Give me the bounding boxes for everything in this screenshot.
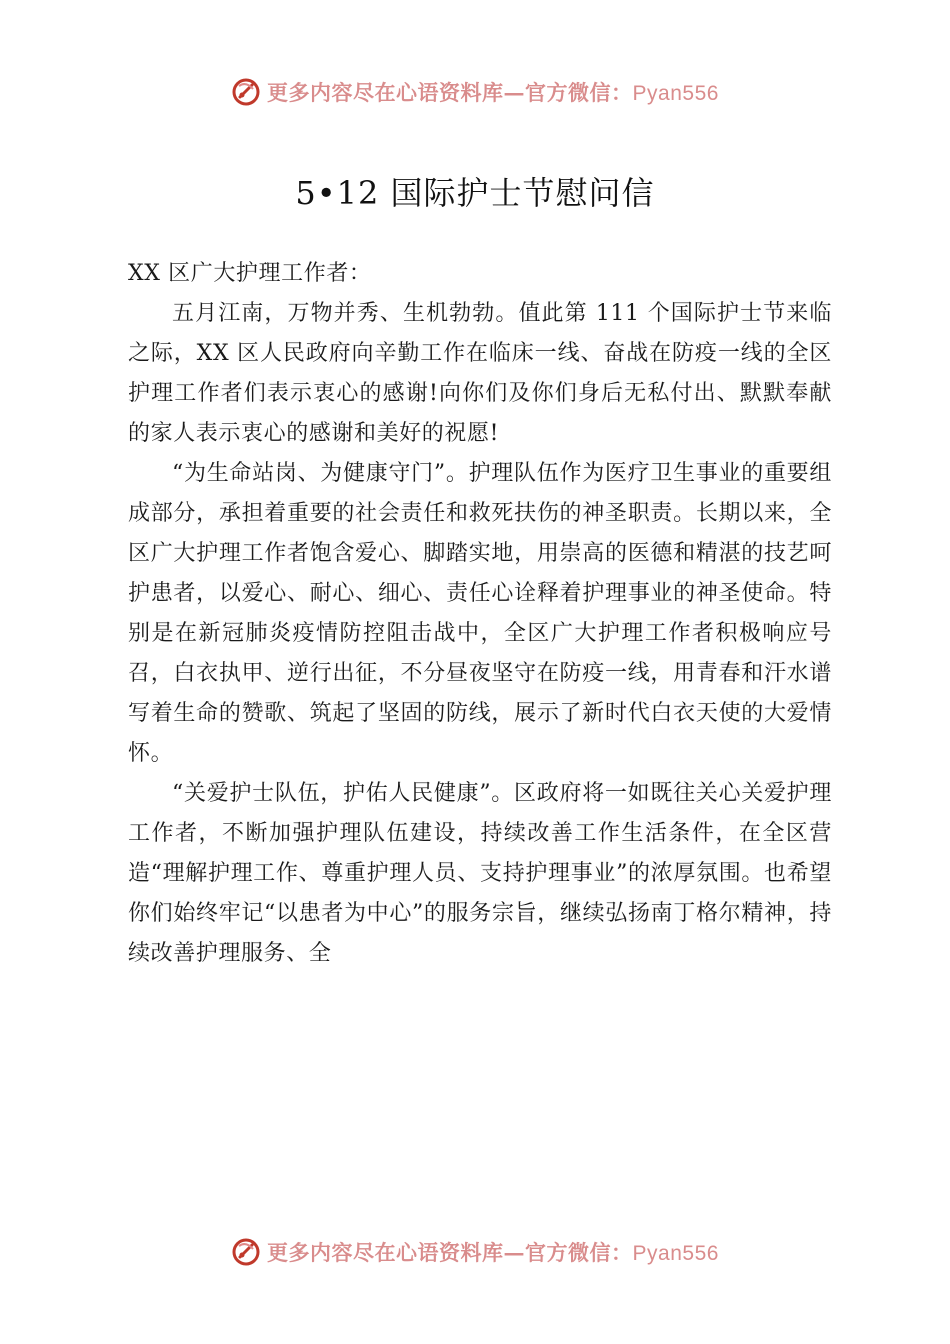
logo-icon xyxy=(231,77,261,107)
header-banner xyxy=(0,72,950,112)
paragraph-1: 五月江南，万物并秀、生机勃勃。值此第 111 个国际护士节来临之际，XX 区人民政府向辛勤工作在临床一线、奋战在防疫一线的全区护理工作者们表示衷心的感谢!向你们及你们身后无私付出、默默奉献的家人表示衷心的感谢和美好的祝愿! xyxy=(128,301,832,446)
document-body xyxy=(128,254,832,974)
header-banner-text: 更多内容尽在心语资料库—官方微信：Pyan556 xyxy=(267,80,719,105)
salutation: XX 区广大护理工作者： xyxy=(128,261,372,286)
header-wechat-id: Pyan556 xyxy=(632,82,719,105)
footer-banner xyxy=(0,1232,950,1272)
paragraph-2: “为生命站岗、为健康守门”。护理队伍作为医疗卫生事业的重要组成部分，承担着重要的社会责任和救死扶伤的神圣职责。长期以来，全区广大护理工作者饱含爱心、脚踏实地，用崇高的医德和精湛的技艺呵护患者，以爱心、耐心、细心、责任心诠释着护理事业的神圣使命。特别是在新冠肺炎疫情防控阻击战中，全区广大护理工作者积极响应号召，白衣执甲、逆行出征，不分昼夜坚守在防疫一线，用青春和汗水谱写着生命的赞歌、筑起了坚固的防线，展示了新时代白衣天使的大爱情怀。 xyxy=(128,461,832,766)
footer-wechat-id: Pyan556 xyxy=(632,1242,719,1265)
paragraph-3: “关爱护士队伍，护佑人民健康”。区政府将一如既往关心关爱护理工作者，不断加强护理队伍建设，持续改善工作生活条件，在全区营造“理解护理工作、尊重护理人员、支持护理事业”的浓厚氛围。也希望你们始终牢记“以患者为中心”的服务宗旨，继续弘扬南丁格尔精神，持续改善护理服务、全 xyxy=(128,781,832,966)
document-title: 5•12 国际护士节慰问信 xyxy=(295,174,655,212)
footer-banner-text: 更多内容尽在心语资料库—官方微信：Pyan556 xyxy=(267,1240,719,1265)
logo-icon xyxy=(231,1237,261,1267)
